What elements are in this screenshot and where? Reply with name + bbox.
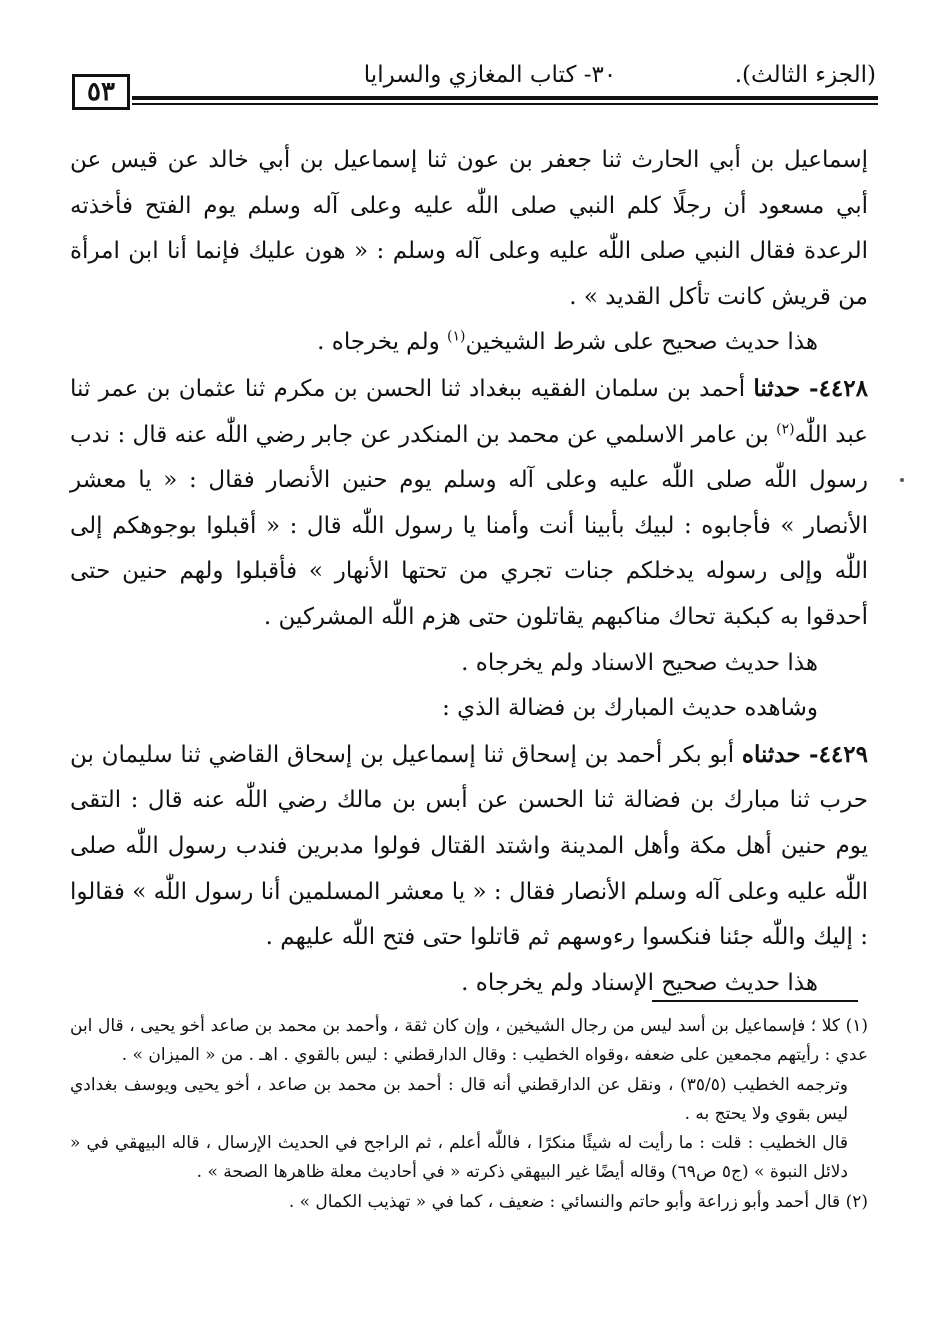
chapter-title: ٣٠- كتاب المغازي والسرايا [363, 62, 617, 88]
footnote-2: (٢) قال أحمد وأبو زراعة وأبو حاتم والنسائي : ضعيف ، كما في « تهذيب الكمال » . [288, 1191, 868, 1212]
hadith-text-4428-a: أحمد بن سلمان الفقيه ببغداد ثنا الحسن بن مكرم ثنا عثمان بن عمر ثنا عبد اللّٰه [70, 375, 868, 448]
header-rule-thin [132, 103, 878, 105]
hadith-number-4428: ٤٤٢٨- حدثنا [753, 374, 868, 402]
paragraph-verdict-1 [70, 320, 868, 366]
main-text [70, 138, 868, 1006]
verdict-text: هذا حديث صحيح على شرط الشيخين [465, 329, 818, 356]
hadith-text-4429: أبو بكر أحمد بن إسحاق ثنا إسماعيل بن إسحاق القاضي ثنا سليمان بن حرب ثنا مبارك بن فضالة ثنا الحسن عن أبس بن مالك رضي اللّٰه عنه قال : التقى يوم حنين أهل مكة وأهل المدينة واشتد القتال فولوا مدبرين فندب رسول اللّٰه صلى اللّٰه عليه وعلى آله وسلم الأنصار فقال : « يا معشر المسلمين أنا رسول اللّٰه » فقالوا : إليك واللّٰه جئنا فنكسوا رءوسهم ثم قاتلوا حتى فتح اللّٰه عليهم . [70, 741, 868, 951]
footnotes [70, 1012, 868, 1217]
footnote-1-part-c: قال الخطيب : قلت : ما رأيت له شيئًا منكرًا ، فاللّٰه أعلم ، ثم الراجح في الحديث الإرسال ، قاله البيهقي في « دلائل النبوة » (ج٥ ص٦٩) وقاله أيضًا غير البيهقي ذكرته « في أحاديث معلة ظاهرها الصحة » . [70, 1133, 848, 1183]
footnote-ref-2: (٢) [776, 420, 795, 437]
hadith-4429 [70, 732, 868, 961]
footnote-separator [652, 1000, 858, 1002]
hadith-4428 [70, 366, 868, 641]
paragraph-witness: وشاهده حديث المبارك بن فضالة الذي : [442, 695, 818, 722]
part-label: (الجزء الثالث). [734, 62, 876, 88]
paragraph-verdict-3: هذا حديث صحيح الإسناد ولم يخرجاه . [461, 969, 818, 996]
paragraph-verdict-2: هذا حديث صحيح الاسناد ولم يخرجاه . [461, 649, 818, 676]
hadith-number-4429: ٤٤٢٩- حدثناه [741, 740, 868, 768]
footnote-1-part-b: وترجمه الخطيب (٣٥/٥) ، ونقل عن الدارقطني أنه قال : أحمد بن محمد بن صاعد ، أخو يحيى ويوسف بغدادي ليس بقوي ولا يحتج به . [70, 1074, 849, 1124]
footnote-ref-1: (١) [447, 328, 466, 345]
margin-dot [900, 478, 904, 482]
footnote-1-part-a: (١) كلا ؛ فإسماعيل بن أسد ليس من رجال الشيخين ، وإن كان ثقة ، وأحمد بن محمد بن صاعد أخو يحيى ، قال ابن عدي : رأيتهم مجمعين على ضعفه ،وقواه الخطيب : وقال الدارقطني : ليس بالقوي . اهـ . من « الميزان » . [70, 1016, 868, 1066]
hadith-text-4428-b: بن عامر الاسلمي عن محمد بن المنكدر عن جابر رضي اللّٰه عنه قال : ندب رسول اللّٰه صلى اللّٰه عليه وعلى آله وسلم يوم حنين الأنصار فقال : « يا معشر الأنصار » فأجابوه : لبيك بأبينا أنت وأمنا يا رسول اللّٰه قال : « أقبلوا بوجوهكم إلى اللّٰه وإلى رسوله يدخلكم جنات تجري من تحتها الأنهار » فأقبلوا ولهم حنين حتى أحدقوا به كبكبة تحاك مناكبهم يقاتلون حتى هزم اللّٰه المشركين . [70, 421, 868, 630]
header-rule-thick [132, 96, 878, 100]
paragraph-continuation: إسماعيل بن أبي الحارث ثنا جعفر بن عون ثنا إسماعيل بن أبي خالد عن قيس عن أبي مسعود أن رجلًا كلم النبي صلى اللّٰه عليه وعلى آله وسلم يوم الفتح فأخذته الرعدة فقال النبي صلى اللّٰه عليه وعلى آله وسلم : « هون عليك فإنما أنا ابن امرأة من قريش كانت تأكل القديد » . [70, 147, 868, 310]
page-number: ٥٣ [72, 74, 130, 110]
verdict-text-end: ولم يخرجاه . [317, 329, 448, 356]
page-header [70, 58, 878, 118]
